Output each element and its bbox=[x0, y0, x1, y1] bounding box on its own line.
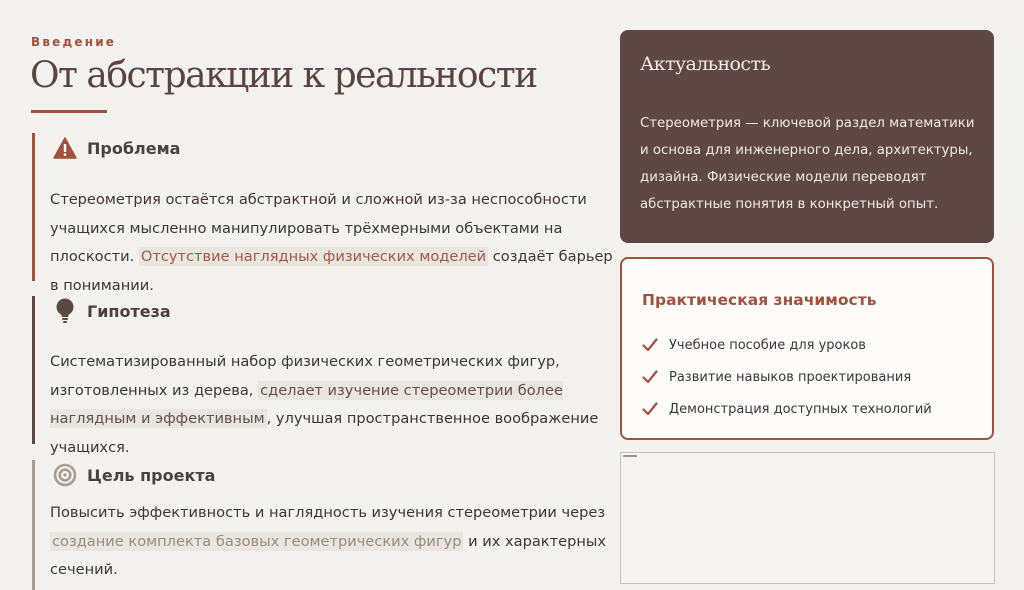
hypothesis-accent-bar bbox=[32, 296, 35, 444]
problem-text-part-2: создаёт барьер в понимании. bbox=[50, 248, 613, 294]
warning-triangle-icon bbox=[52, 135, 78, 161]
relevance-title: Актуальность bbox=[640, 53, 771, 75]
goal-section bbox=[32, 460, 612, 590]
section-eyebrow: Введение bbox=[31, 35, 117, 49]
target-icon bbox=[52, 462, 78, 488]
image-placeholder bbox=[620, 452, 995, 584]
goal-text bbox=[50, 499, 616, 585]
problem-text-part-1: Стереометрия остаётся абстрактной и сложной из-за неспособности учащихся мысленно манипулировать трёхмерными объектами на плоскости. bbox=[50, 191, 587, 265]
problem-header bbox=[52, 133, 180, 163]
hypothesis-title: Гипотеза bbox=[87, 301, 171, 321]
placeholder-mark bbox=[623, 455, 637, 457]
significance-title: Практическая значимость bbox=[642, 291, 877, 309]
goal-highlight: создание комплекта базовых геометрических фигур bbox=[52, 532, 462, 550]
significance-item-label: Демонстрация доступных технологий bbox=[669, 401, 932, 417]
goal-accent-bar bbox=[32, 460, 35, 590]
significance-list bbox=[642, 329, 932, 425]
goal-text-part-1: Повысить эффективность и наглядность изучения стереометрии через bbox=[50, 504, 606, 521]
hypothesis-section bbox=[32, 296, 612, 456]
checkmark-icon bbox=[642, 369, 659, 386]
significance-item bbox=[642, 393, 932, 425]
significance-item-label: Учебное пособие для уроков bbox=[669, 337, 866, 353]
relevance-card bbox=[620, 30, 994, 243]
checkmark-icon bbox=[642, 401, 659, 418]
hypothesis-text-part-2: , улучшая пространственное воображение учащихся. bbox=[50, 410, 599, 456]
significance-item bbox=[642, 361, 932, 393]
significance-item bbox=[642, 329, 932, 361]
checkmark-icon bbox=[642, 337, 659, 354]
title-underline bbox=[31, 110, 107, 113]
problem-section bbox=[32, 133, 613, 294]
page-title: От абстракции к реальности bbox=[30, 55, 537, 96]
goal-header bbox=[52, 460, 215, 490]
relevance-text: Стереометрия — ключевой раздел математики и основа для инженерного дела, архитектуры, дизайна. Физические модели переводят абстрактные понятия в конкретный опыт. bbox=[640, 116, 975, 212]
significance-card bbox=[620, 257, 994, 440]
hypothesis-header bbox=[52, 296, 171, 326]
problem-highlight: Отсутствие наглядных физических моделей bbox=[140, 248, 487, 265]
hypothesis-text-part-1: Систематизированный набор физических геометрических фигур, изготовленных из дерева, bbox=[50, 353, 560, 399]
lightbulb-icon bbox=[52, 298, 78, 324]
problem-accent-bar bbox=[32, 133, 35, 281]
problem-title: Проблема bbox=[87, 138, 181, 158]
goal-text-part-2: и их характерных сечений. bbox=[50, 532, 607, 578]
significance-item-label: Развитие навыков проектирования bbox=[669, 369, 912, 385]
problem-text bbox=[50, 186, 616, 300]
goal-title: Цель проекта bbox=[87, 465, 216, 485]
hypothesis-text bbox=[50, 348, 616, 462]
hypothesis-highlight: сделает изучение стереометрии более наглядным и эффективным bbox=[50, 381, 563, 427]
